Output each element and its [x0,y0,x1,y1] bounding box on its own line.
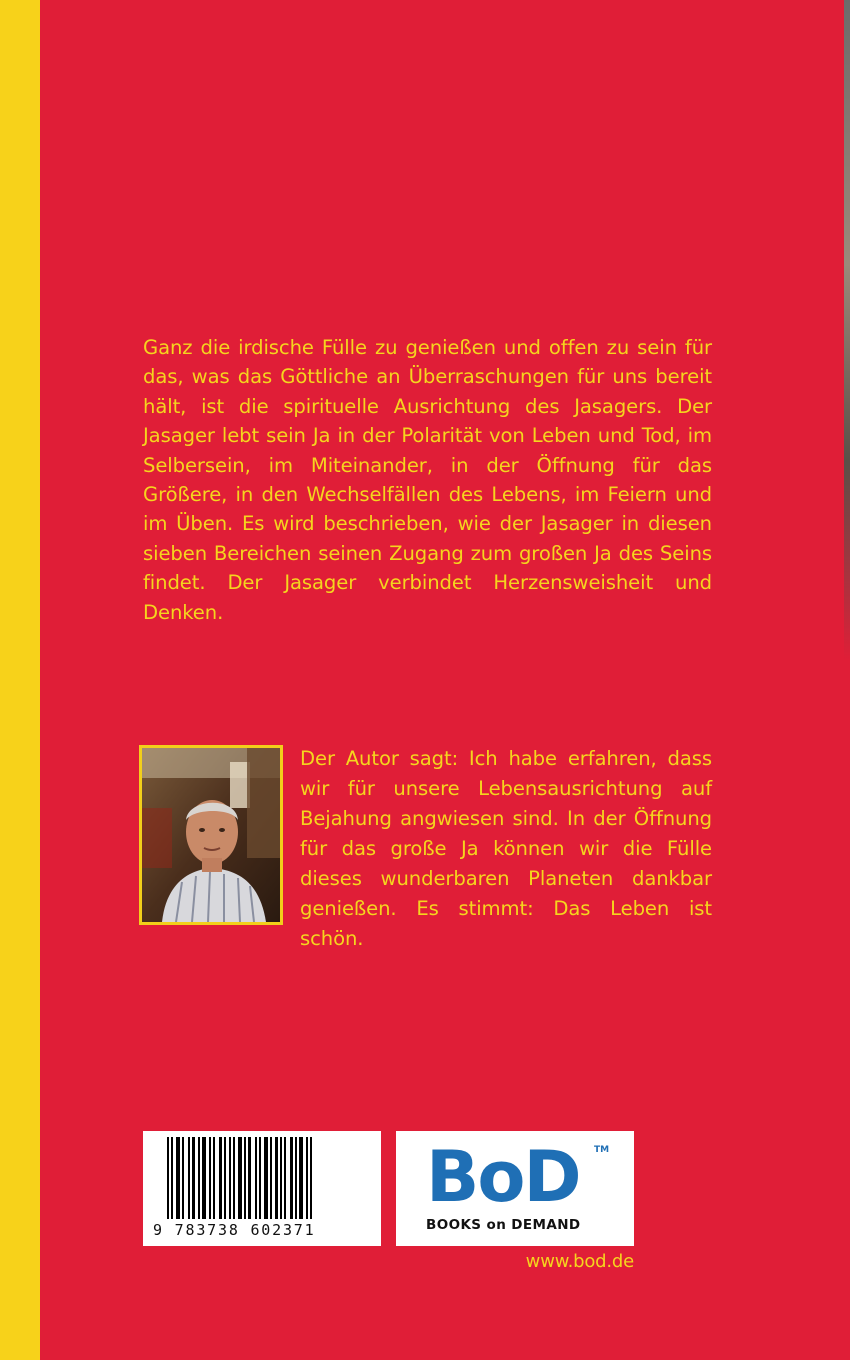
author-portrait-image [142,748,280,922]
author-photo [139,745,283,925]
front-cover-edge [844,0,850,660]
book-blurb: Ganz die irdische Fülle zu genießen und offen zu sein für das, was das Göttliche an Überraschungen für uns bereit hält, ist die spirituelle Ausrichtung des Jasagers. Der Jasager lebt sein Ja in der Polarität von Leben und Tod, im Selbersein, im Miteinander, in der Öffnung für das Größere, in den Wechselfällen des Lebens, im Feiern und im Üben. Es wird beschrieben, wie der Jasager in diesen sieben Bereichen seinen Zugang zum großen Ja des Seins findet. Der Jasager verbindet Herzensweisheit und Denken. [143,336,712,624]
barcode-bars [167,1137,371,1219]
isbn-digits: 9 783738 602371 [153,1221,316,1239]
bod-logo-mark: BoD [426,1136,580,1218]
publisher-url: www.bod.de [525,1251,634,1272]
spine-strip [0,0,40,1360]
isbn-barcode [143,1131,381,1246]
author-statement: Der Autor sagt: Ich habe erfahren, dass wir für unsere Lebensausrichtung auf Bejahung angwiesen sind. In der Öffnung für das große Ja können wir die Fülle dieses wunderbaren Planeten dankbar genießen. Es stimmt: Das Leben ist schön. [300,747,712,950]
trademark-symbol: TM [594,1145,610,1155]
publisher-logo [396,1131,634,1246]
publisher-tagline: BOOKS on DEMAND [426,1217,581,1233]
